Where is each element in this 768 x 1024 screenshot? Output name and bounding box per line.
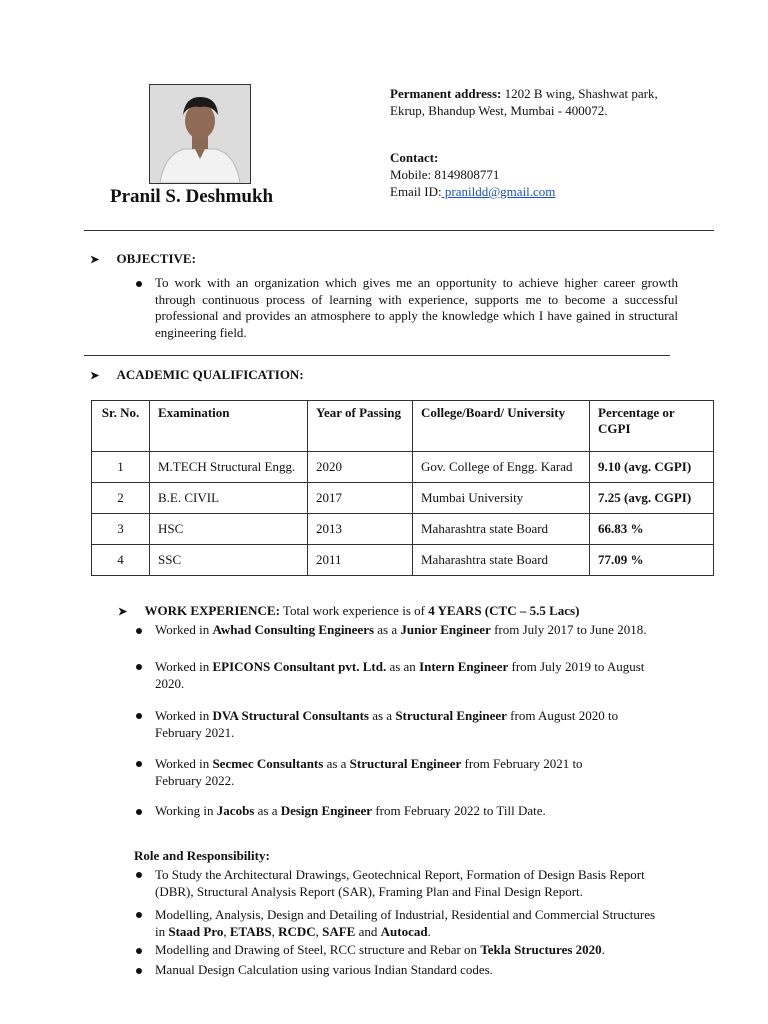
company-name: Secmec Consultants (212, 756, 324, 771)
table-cell: Mumbai University (413, 483, 590, 514)
table-cell: SSC (150, 545, 308, 576)
academic-heading: ACADEMIC QUALIFICATION: (116, 367, 304, 382)
work-text: 2020. (155, 676, 185, 691)
role-text: Modelling, Analysis, Design and Detailing of Industrial, Residential and Commercial Structures (155, 907, 656, 922)
work-text: from August 2020 to (506, 708, 619, 723)
job-title: Structural Engineer (349, 756, 462, 771)
table-header-row (92, 401, 714, 452)
table-row (92, 514, 714, 545)
table-cell: 2020 (308, 452, 413, 483)
arrow-bullet-icon: ➤ (118, 606, 128, 618)
contact-block (390, 149, 690, 200)
table-cell: 2 (92, 483, 150, 514)
table-cell: M.TECH Structural Engg. (150, 452, 308, 483)
role-text: To Study the Architectural Drawings, Geotechnical Report, Formation of Design Basis Report (155, 867, 645, 882)
work-text: from July 2019 to August (508, 659, 645, 674)
academic-heading-row (90, 367, 304, 383)
table-cell: HSC (150, 514, 308, 545)
work-item (155, 707, 618, 741)
role-item (155, 942, 605, 958)
table-cell: B.E. CIVIL (150, 483, 308, 514)
address-text: 1202 B wing, Shashwat park, Ekrup, Bhandup West, Mumbai - 400072. (390, 86, 658, 118)
table-cell: 2013 (308, 514, 413, 545)
work-text: Working in (155, 803, 217, 818)
work-text: Worked in (155, 622, 213, 637)
column-header: Sr. No. (92, 401, 150, 452)
work-text: from February 2022 to Till Date. (372, 803, 546, 818)
work-text: February 2021. (155, 725, 235, 740)
job-title: Intern Engineer (419, 659, 509, 674)
work-item (155, 658, 644, 692)
contact-label: Contact: (390, 150, 439, 165)
divider (84, 230, 714, 231)
table-cell: Maharashtra state Board (413, 545, 590, 576)
bullet-icon (136, 713, 142, 719)
email-link[interactable]: pranildd@gmail.com (441, 184, 556, 199)
software-name: Staad Pro (168, 924, 224, 939)
company-name: DVA Structural Consultants (212, 708, 369, 723)
work-summary-text: Total work experience is of (279, 603, 429, 618)
divider (84, 355, 670, 356)
table-row (92, 483, 714, 514)
table-cell: 4 (92, 545, 150, 576)
objective-heading: OBJECTIVE: (116, 251, 196, 266)
role-text: . (427, 924, 431, 939)
software-name: Autocad (380, 924, 428, 939)
job-title: Structural Engineer (395, 708, 507, 723)
work-text: as a (368, 708, 396, 723)
work-text: as a (254, 803, 281, 818)
role-text: (DBR), Structural Analysis Report (SAR), Framing Plan and Final Design Report. (155, 884, 583, 899)
bullet-icon (136, 912, 142, 918)
arrow-bullet-icon: ➤ (90, 254, 100, 266)
work-text: February 2022. (155, 773, 235, 788)
work-text: from July 2017 to June 2018. (490, 622, 647, 637)
objective-heading-row (90, 251, 196, 267)
mobile-number: Mobile: 8149808771 (390, 167, 500, 182)
roles-heading: Role and Responsibility: (134, 848, 270, 863)
column-header: Percentage or CGPI (590, 401, 714, 452)
role-text: and (355, 924, 381, 939)
candidate-name: Pranil S. Deshmukh (110, 186, 274, 207)
bullet-icon (136, 628, 142, 634)
company-name: Awhad Consulting Engineers (212, 622, 375, 637)
table-cell: 2017 (308, 483, 413, 514)
bullet-icon (136, 968, 142, 974)
role-item (155, 866, 645, 900)
table-cell: 77.09 % (590, 545, 714, 576)
permanent-address (390, 85, 690, 119)
work-text: Worked in (155, 756, 213, 771)
person-silhouette-icon (150, 85, 250, 183)
bullet-icon (136, 761, 142, 767)
work-item (155, 755, 583, 789)
work-text: from February 2021 to (461, 756, 583, 771)
software-name: ETABS (229, 924, 272, 939)
work-text: as an (386, 659, 420, 674)
work-text: Worked in (155, 708, 213, 723)
work-heading: WORK EXPERIENCE: (144, 603, 280, 618)
work-text: as a (374, 622, 401, 637)
table-row (92, 452, 714, 483)
bullet-icon (136, 664, 142, 670)
bullet-icon (136, 809, 142, 815)
work-summary-years: 4 YEARS (CTC – 5.5 Lacs) (428, 603, 580, 618)
work-text: as a (323, 756, 350, 771)
bullet-icon (136, 872, 142, 878)
software-name: RCDC (278, 924, 316, 939)
role-text: , (271, 924, 279, 939)
address-label: Permanent address: (390, 86, 502, 101)
company-name: EPICONS Consultant pvt. Ltd. (212, 659, 387, 674)
table-cell: 9.10 (avg. CGPI) (590, 452, 714, 483)
table-cell: Maharashtra state Board (413, 514, 590, 545)
arrow-bullet-icon: ➤ (90, 370, 100, 382)
table-row (92, 545, 714, 576)
work-item (155, 803, 546, 819)
table-cell: 7.25 (avg. CGPI) (590, 483, 714, 514)
bullet-icon (136, 948, 142, 954)
role-text: , (315, 924, 323, 939)
objective-text: To work with an organization which gives me an opportunity to achieve higher career growth through continuous process of learning with experience, supports me to become a successful professional and provides an atmosphere to apply the knowledge which I have gained in structural engineering field. (155, 275, 678, 340)
table-cell: 66.83 % (590, 514, 714, 545)
email-line (390, 183, 690, 200)
profile-photo (149, 84, 251, 184)
table-cell: 2011 (308, 545, 413, 576)
email-label: Email ID: (390, 184, 442, 199)
bullet-icon (136, 281, 142, 287)
job-title: Design Engineer (280, 803, 373, 818)
academic-table (91, 400, 714, 576)
role-item: Manual Design Calculation using various Indian Standard codes. (155, 962, 493, 977)
role-text: Modelling and Drawing of Steel, RCC structure and Rebar on (155, 942, 481, 957)
work-text: Worked in (155, 659, 213, 674)
table-cell: Gov. College of Engg. Karad (413, 452, 590, 483)
column-header: College/Board/ University (413, 401, 590, 452)
role-text: , (223, 924, 230, 939)
work-heading-row (118, 603, 579, 619)
software-name: SAFE (322, 924, 356, 939)
column-header: Examination (150, 401, 308, 452)
role-text: in (155, 924, 169, 939)
work-item (155, 622, 646, 638)
software-name: Tekla Structures 2020 (480, 942, 602, 957)
job-title: Junior Engineer (400, 622, 491, 637)
role-item (155, 906, 655, 940)
table-cell: 1 (92, 452, 150, 483)
column-header: Year of Passing (308, 401, 413, 452)
table-cell: 3 (92, 514, 150, 545)
company-name: Jacobs (216, 803, 255, 818)
role-text: . (601, 942, 605, 957)
